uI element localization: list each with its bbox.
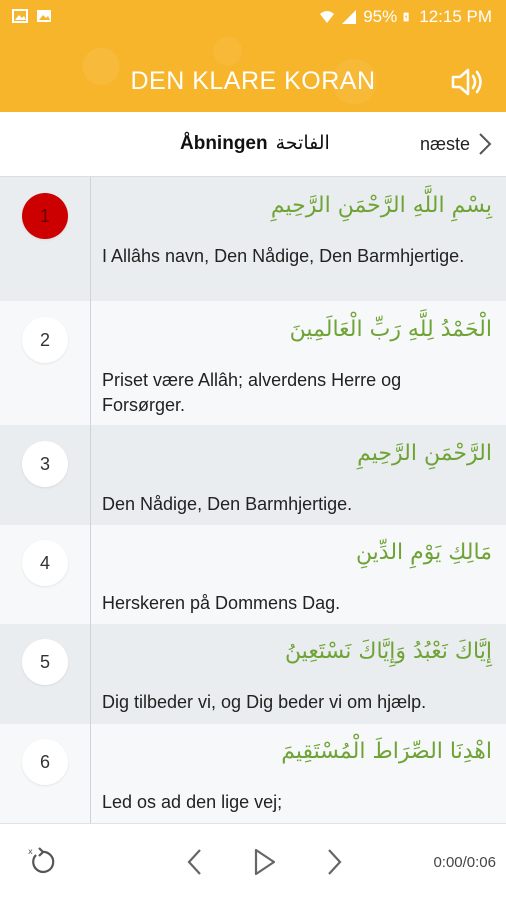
playback-time: 0:00/0:06 [433,854,496,871]
status-bar [0,0,506,36]
verse-number-badge[interactable]: 2 [22,317,68,363]
verse-row[interactable] [0,624,506,724]
verse-row[interactable] [0,525,506,624]
wifi-icon [319,9,335,25]
verse-number-badge[interactable]: 5 [22,639,68,685]
next-sura-button[interactable] [420,132,492,156]
signal-icon [341,9,357,25]
verse-row[interactable] [0,425,506,525]
sura-arabic-name: الفاتحة [275,133,330,154]
next-icon[interactable] [318,846,350,878]
verse-row[interactable] [0,301,506,425]
verse-number-badge[interactable]: 4 [22,540,68,586]
verse-arabic: بِسْمِ اللَّهِ الرَّحْمَنِ الرَّحِيمِ [270,193,492,218]
verse-row[interactable] [0,177,506,301]
verse-translation: Den Nådige, Den Barmhjertige. [102,494,353,514]
verse-arabic: مَالِكِ يَوْمِ الدِّينِ [355,540,492,565]
verse-translation: Herskeren på Dommens Dag. [102,593,341,613]
battery-charging-icon [403,9,413,25]
clock: 12:15 PM [419,7,492,26]
verse-number-badge[interactable]: 3 [22,441,68,487]
verse-number-badge[interactable]: 6 [22,739,68,785]
image-notification-icon [12,8,28,24]
play-icon[interactable] [248,846,280,878]
next-label: næste [419,133,470,154]
chevron-right-icon [478,132,492,156]
verse-arabic: إِيَّاكَ نَعْبُدُ وَإِيَّاكَ نَسْتَعِينُ [284,639,492,664]
verse-row[interactable] [0,724,506,823]
repeat-icon[interactable] [26,846,58,878]
svg-text:x: x [28,847,33,856]
app-bar [0,36,506,112]
previous-icon[interactable] [180,846,212,878]
sura-header [0,112,506,177]
verse-translation: I Allâhs navn, Den Nådige, Den Barmhjertige. [102,246,465,266]
verse-translation: Dig tilbeder vi, og Dig beder vi om hjælp. [102,692,427,712]
battery-percent: 95% [363,7,398,26]
verse-arabic: الْحَمْدُ لِلَّهِ رَبِّ الْعَالَمِينَ [289,317,492,342]
audio-player [0,823,506,901]
verse-translation: Priset være Allâh; alverdens Herre og Forsørger. [102,370,402,415]
verse-arabic: الرَّحْمَنِ الرَّحِيمِ [357,441,492,466]
speaker-icon[interactable] [450,66,486,98]
sura-name: Åbningen [180,132,268,154]
gallery-notification-icon [36,8,52,24]
verse-list[interactable] [0,177,506,823]
verse-number-badge[interactable]: 1 [22,193,68,239]
verse-translation: Led os ad den lige vej; [102,792,283,812]
verse-arabic: اهْدِنَا الصِّرَاطَ الْمُسْتَقِيمَ [281,739,492,764]
app-title: DEN KLARE KORAN [130,67,376,95]
